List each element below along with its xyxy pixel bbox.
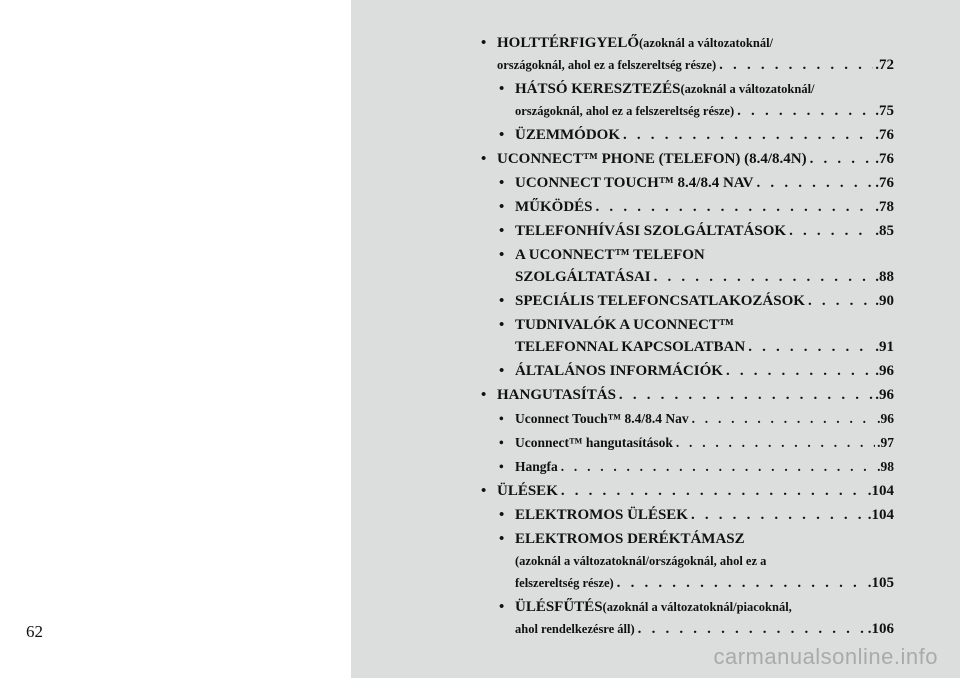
toc-entry-title: SPECIÁLIS TELEFONCSATLAKOZÁSOK bbox=[515, 293, 805, 309]
leader-dots bbox=[754, 172, 874, 194]
leader-dots bbox=[558, 480, 866, 502]
toc-page-number: .106 bbox=[867, 621, 894, 637]
leader-dots bbox=[616, 384, 873, 406]
toc-entry-ulesek[interactable] bbox=[481, 480, 894, 502]
bullet-icon: • bbox=[499, 223, 505, 239]
leader-dots bbox=[651, 266, 874, 288]
bullet-icon: • bbox=[499, 435, 504, 450]
leader-dots bbox=[558, 456, 875, 478]
toc-entry-dereketamasz[interactable] bbox=[499, 528, 894, 594]
toc-page-number: .96 bbox=[875, 387, 894, 403]
toc-entry-tudnivalok[interactable] bbox=[499, 314, 894, 358]
toc-entry-title: HANGUTASÍTÁS bbox=[497, 387, 616, 403]
toc-entry-title: HOLTTÉRFIGYELŐ bbox=[497, 35, 639, 51]
toc-page-number: .78 bbox=[875, 199, 894, 215]
toc-entry-uzemmodok[interactable] bbox=[499, 124, 894, 146]
page-number: 62 bbox=[26, 622, 43, 641]
leader-dots bbox=[688, 504, 866, 526]
bullet-icon: • bbox=[499, 127, 505, 143]
toc-page-number: .76 bbox=[875, 175, 894, 191]
toc-entry-title: Uconnect Touch™ 8.4/8.4 Nav bbox=[515, 411, 689, 426]
toc-page-number: .104 bbox=[867, 483, 894, 499]
toc-page-number: .96 bbox=[877, 411, 894, 426]
toc-entry-note: (azoknál a változatoknál/ bbox=[680, 82, 815, 96]
toc-entry-note: (azoknál a változatoknál/piacoknál, bbox=[602, 600, 792, 614]
leader-dots bbox=[614, 572, 866, 594]
toc-entry-title: ELEKTROMOS DERÉKTÁMASZ bbox=[515, 531, 745, 547]
toc-page-number: .91 bbox=[875, 339, 894, 355]
toc-entry-telefonhivasi[interactable] bbox=[499, 220, 894, 242]
toc-entry-title: ÜZEMMÓDOK bbox=[515, 127, 620, 143]
leader-dots bbox=[620, 124, 873, 146]
toc-entry-specialis[interactable] bbox=[499, 290, 894, 312]
bullet-icon: • bbox=[499, 459, 504, 474]
toc-entry-hangfa[interactable] bbox=[499, 456, 894, 478]
leader-dots bbox=[807, 148, 874, 170]
watermark: carmanualsonline.info bbox=[713, 644, 938, 669]
toc-entry-touch-nav[interactable] bbox=[499, 408, 894, 430]
leader-dots bbox=[734, 100, 873, 122]
toc-page-number: .76 bbox=[875, 151, 894, 167]
toc-entry-title: UCONNECT TOUCH™ 8.4/8.4 NAV bbox=[515, 175, 754, 191]
toc-entry-title: MŰKÖDÉS bbox=[515, 199, 593, 215]
toc-page-number: .88 bbox=[875, 269, 894, 285]
bullet-icon: • bbox=[499, 317, 505, 333]
leader-dots bbox=[716, 54, 873, 76]
toc-entry-continuation: felszereltség része) bbox=[515, 576, 614, 590]
toc-page-number: .104 bbox=[867, 507, 894, 523]
toc-panel bbox=[351, 0, 960, 678]
toc-page-number: .85 bbox=[875, 223, 894, 239]
toc-entry-hatso-keresztezes[interactable] bbox=[499, 78, 894, 122]
leader-dots bbox=[689, 408, 875, 430]
bullet-icon: • bbox=[481, 35, 487, 51]
left-page bbox=[0, 0, 351, 678]
toc-entry-mukodes[interactable] bbox=[499, 196, 894, 218]
leader-dots bbox=[593, 196, 874, 218]
toc-entry-altalanos[interactable] bbox=[499, 360, 894, 382]
toc-entry-title: ELEKTROMOS ÜLÉSEK bbox=[515, 507, 688, 523]
toc-entry-title: ÜLÉSEK bbox=[497, 483, 558, 499]
toc-entry-continuation: ahol rendelkezésre áll) bbox=[515, 622, 635, 636]
bullet-icon: • bbox=[481, 151, 487, 167]
table-of-contents bbox=[481, 32, 894, 640]
bullet-icon: • bbox=[481, 387, 487, 403]
leader-dots bbox=[673, 432, 875, 454]
toc-page-number: .76 bbox=[875, 127, 894, 143]
toc-entry-title: Hangfa bbox=[515, 459, 558, 474]
toc-entry-title: UCONNECT™ PHONE (TELEFON) (8.4/8.4N) bbox=[497, 151, 807, 167]
toc-entry-hangutasitasok[interactable] bbox=[499, 432, 894, 454]
toc-entry-ulesfutes[interactable] bbox=[499, 596, 894, 640]
toc-entry-hangutasitas[interactable] bbox=[481, 384, 894, 406]
toc-entry-title: TUDNIVALÓK A UCONNECT™ bbox=[515, 317, 734, 333]
toc-page-number: .97 bbox=[877, 435, 894, 450]
toc-entry-uconnect-phone[interactable] bbox=[481, 148, 894, 170]
toc-page-number: .75 bbox=[875, 103, 894, 119]
bullet-icon: • bbox=[499, 411, 504, 426]
toc-entry-continuation: (azoknál a változatoknál/országoknál, ahol ez a bbox=[515, 554, 767, 568]
toc-entry-continuation: országoknál, ahol ez a felszereltség része) bbox=[515, 104, 735, 118]
toc-entry-title: Uconnect™ hangutasítások bbox=[515, 435, 673, 450]
bullet-icon: • bbox=[481, 483, 487, 499]
toc-page-number: .96 bbox=[875, 363, 894, 379]
bullet-icon: • bbox=[499, 599, 505, 615]
toc-entry-continuation: országoknál, ahol ez a felszereltség része) bbox=[497, 58, 717, 72]
leader-dots bbox=[786, 220, 873, 242]
bullet-icon: • bbox=[499, 247, 505, 263]
toc-entry-continuation: SZOLGÁLTATÁSAI bbox=[515, 269, 651, 285]
bullet-icon: • bbox=[499, 199, 505, 215]
toc-page-number: .90 bbox=[875, 293, 894, 309]
leader-dots bbox=[723, 360, 873, 382]
toc-entry-title: ÜLÉSFŰTÉS bbox=[515, 599, 603, 615]
toc-entry-title: TELEFONHÍVÁSI SZOLGÁLTATÁSOK bbox=[515, 223, 787, 239]
bullet-icon: • bbox=[499, 175, 505, 191]
toc-entry-continuation: TELEFONNAL KAPCSOLATBAN bbox=[515, 339, 746, 355]
toc-page-number: .98 bbox=[877, 459, 894, 474]
toc-entry-title: A UCONNECT™ TELEFON bbox=[515, 247, 705, 263]
toc-entry-holtterfigyelo[interactable] bbox=[481, 32, 894, 76]
bullet-icon: • bbox=[499, 293, 505, 309]
bullet-icon: • bbox=[499, 531, 505, 547]
toc-entry-szolgaltatasai[interactable] bbox=[499, 244, 894, 288]
toc-entry-title: ÁLTALÁNOS INFORMÁCIÓK bbox=[515, 363, 723, 379]
bullet-icon: • bbox=[499, 81, 505, 97]
toc-entry-title: HÁTSÓ KERESZTEZÉS bbox=[515, 81, 681, 97]
bullet-icon: • bbox=[499, 363, 505, 379]
toc-entry-elektromos-ulesek[interactable] bbox=[499, 504, 894, 526]
leader-dots bbox=[805, 290, 873, 312]
leader-dots bbox=[745, 336, 873, 358]
leader-dots bbox=[635, 618, 866, 640]
toc-page-number: .105 bbox=[867, 575, 894, 591]
toc-page-number: .72 bbox=[875, 57, 894, 73]
bullet-icon: • bbox=[499, 507, 505, 523]
toc-entry-note: (azoknál a változatoknál/ bbox=[639, 36, 774, 50]
toc-entry-uconnect-touch[interactable] bbox=[499, 172, 894, 194]
